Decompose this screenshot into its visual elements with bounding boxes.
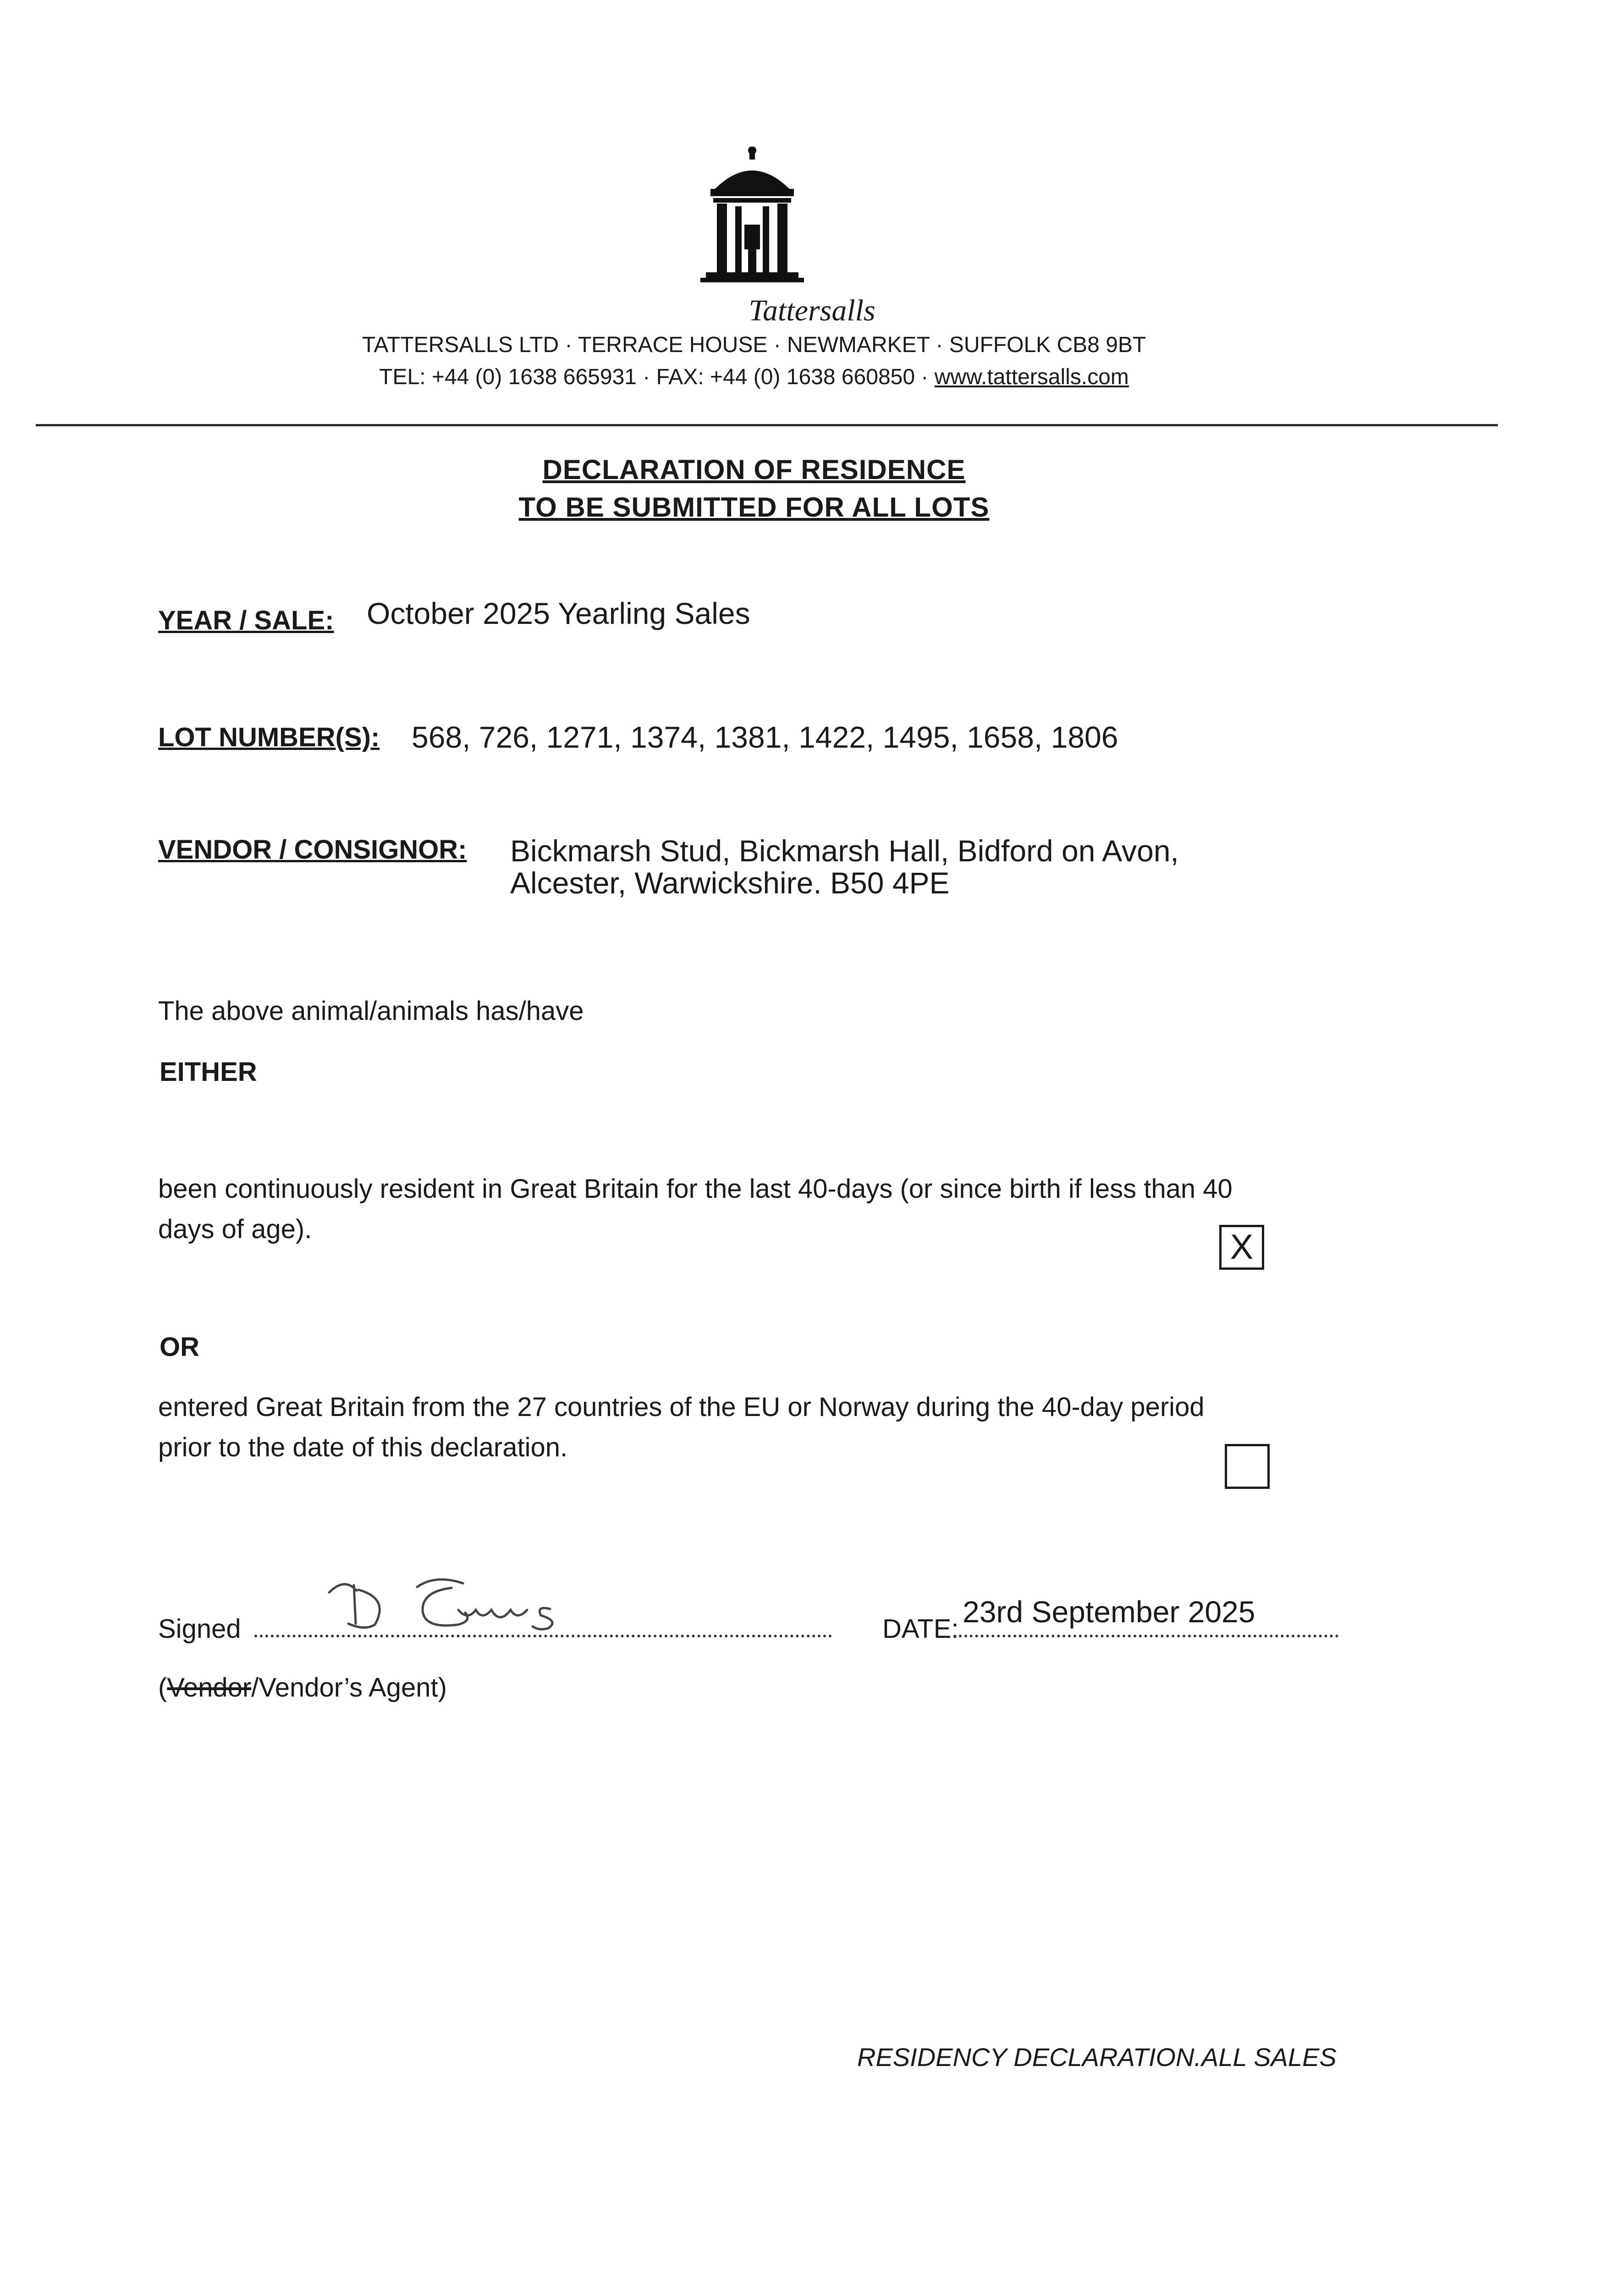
vendor-address-line1: Bickmarsh Stud, Bickmarsh Hall, Bidford on Avon, — [510, 834, 1179, 868]
document-title: DECLARATION OF RESIDENCE — [542, 454, 966, 485]
role-vendors-agent: /Vendor’s Agent) — [251, 1673, 447, 1702]
either-heading: EITHER — [160, 1057, 257, 1087]
or-heading: OR — [160, 1332, 199, 1362]
option2-text-line1: entered Great Britain from the 27 countries of the EU or Norway during the 40-day period — [158, 1392, 1205, 1422]
role-open-paren: ( — [158, 1673, 167, 1702]
company-address: TATTERSALLS LTD · TERRACE HOUSE · NEWMARKET · SUFFOLK CB8 9BT — [362, 333, 1146, 357]
vendor-label: VENDOR / CONSIGNOR: — [158, 835, 467, 865]
lot-numbers-value: 568, 726, 1271, 1374, 1381, 1422, 1495, 1658, 1806 — [412, 720, 1118, 754]
year-sale-label: YEAR / SALE: — [158, 606, 334, 635]
option1-text-line1: been continuously resident in Great Britain for the last 40-days (or since birth if less than 40 — [158, 1174, 1233, 1204]
lot-numbers-label: LOT NUMBER(S): — [158, 722, 380, 752]
brand-wordmark: Tattersalls — [749, 294, 875, 327]
year-sale-value: October 2025 Yearling Sales — [367, 596, 750, 630]
role-struck-vendor: Vendor — [167, 1673, 252, 1702]
option2-checkbox[interactable] — [1225, 1444, 1270, 1489]
date-label: DATE: — [882, 1614, 959, 1644]
header-divider — [36, 424, 1498, 426]
option1-checkbox[interactable]: X — [1219, 1225, 1264, 1270]
website-link[interactable]: www.tattersalls.com — [934, 365, 1129, 389]
form-footer: RESIDENCY DECLARATION.ALL SALES — [857, 2043, 1337, 2072]
date-line[interactable] — [953, 1635, 1338, 1637]
contact-numbers: TEL: +44 (0) 1638 665931 · FAX: +44 (0) 1638 660850 · — [379, 365, 935, 389]
handwritten-signature — [321, 1573, 605, 1642]
option1-text-line2: days of age). — [158, 1214, 312, 1244]
date-value: 23rd September 2025 — [963, 1595, 1255, 1629]
company-contact — [0, 364, 1508, 390]
document-subtitle: TO BE SUBMITTED FOR ALL LOTS — [518, 492, 990, 523]
tattersalls-rotunda-logo — [688, 147, 816, 298]
signatory-role — [158, 1667, 447, 1709]
vendor-address-line2: Alcester, Warwickshire. B50 4PE — [510, 866, 950, 900]
declaration-intro: The above animal/animals has/have — [158, 996, 584, 1026]
signed-label: Signed — [158, 1614, 241, 1644]
option2-text-line2: prior to the date of this declaration. — [158, 1432, 568, 1462]
